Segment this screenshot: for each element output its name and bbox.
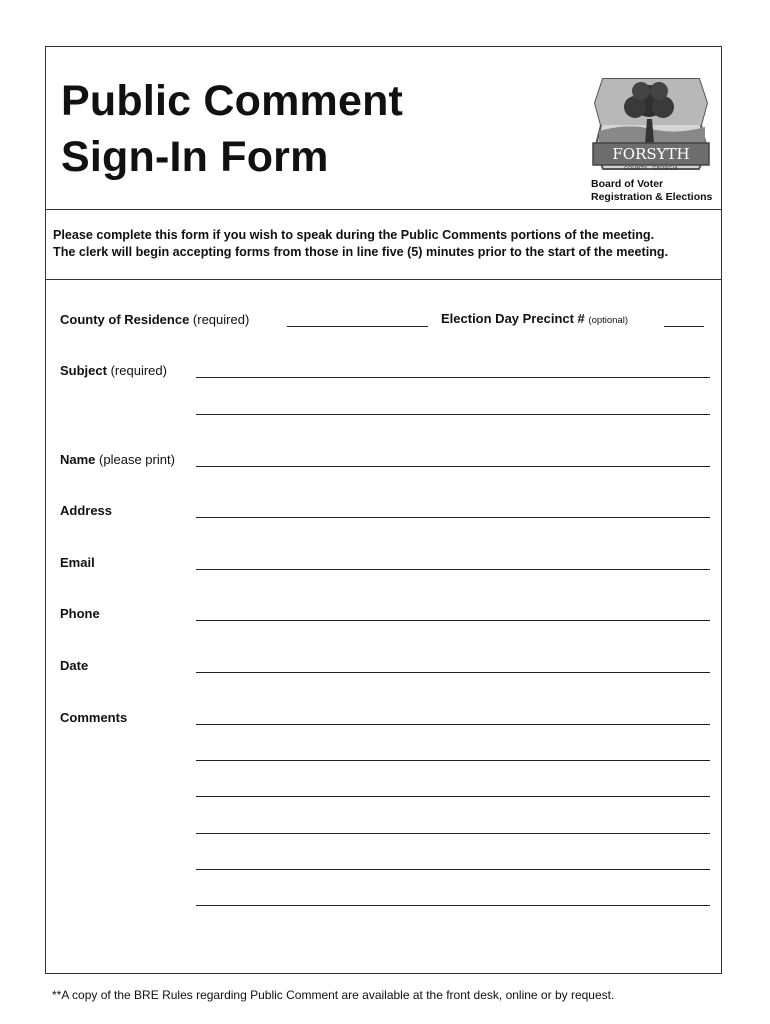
department-name <box>591 178 712 204</box>
comments-input-line[interactable] <box>196 833 710 834</box>
forsyth-county-logo <box>589 73 713 173</box>
date-label: Date <box>60 658 89 673</box>
form-title-line-1: Public Comment <box>61 77 404 125</box>
email-label: Email <box>60 555 95 570</box>
instructions <box>46 209 721 280</box>
address-input-line[interactable] <box>196 517 710 518</box>
department-line-1: Board of Voter <box>591 178 664 190</box>
name-input-line[interactable] <box>196 466 710 467</box>
comments-input-line[interactable] <box>196 724 710 725</box>
form-title <box>61 73 403 185</box>
precinct-input-line[interactable] <box>664 326 704 327</box>
date-input-line[interactable] <box>196 672 710 673</box>
county-input-line[interactable] <box>287 326 428 327</box>
name-label: Name (please print) <box>60 452 175 467</box>
subject-label: Subject (required) <box>60 363 167 378</box>
svg-text:COUNTY · GEORGIA: COUNTY · GEORGIA <box>624 166 678 172</box>
form-title-line-2: Sign-In Form <box>61 133 329 181</box>
phone-input-line[interactable] <box>196 620 710 621</box>
address-label: Address <box>60 503 113 518</box>
footnote: **A copy of the BRE Rules regarding Public Comment are available at the front desk, online or by request. <box>52 988 615 1002</box>
form-header <box>46 47 721 210</box>
instructions-line-1: Please complete this form if you wish to speak during the Public Comments portions of the meeting. <box>53 228 655 242</box>
svg-text:FORSYTH: FORSYTH <box>612 145 690 163</box>
subject-input-line[interactable] <box>196 377 710 378</box>
phone-label: Phone <box>60 606 100 621</box>
comments-input-line[interactable] <box>196 869 710 870</box>
department-line-2: Registration & Elections <box>591 191 713 203</box>
county-label: County of Residence (required) <box>60 312 250 327</box>
precinct-label: Election Day Precinct # (optional) <box>441 311 629 326</box>
subject-input-line[interactable] <box>196 414 710 415</box>
email-input-line[interactable] <box>196 569 710 570</box>
comments-input-line[interactable] <box>196 905 710 906</box>
sign-in-form <box>45 46 722 974</box>
comments-input-line[interactable] <box>196 760 710 761</box>
comments-label: Comments <box>60 710 128 725</box>
instructions-line-2: The clerk will begin accepting forms from those in line five (5) minutes prior to the start of the meeting. <box>53 245 669 259</box>
comments-input-line[interactable] <box>196 796 710 797</box>
